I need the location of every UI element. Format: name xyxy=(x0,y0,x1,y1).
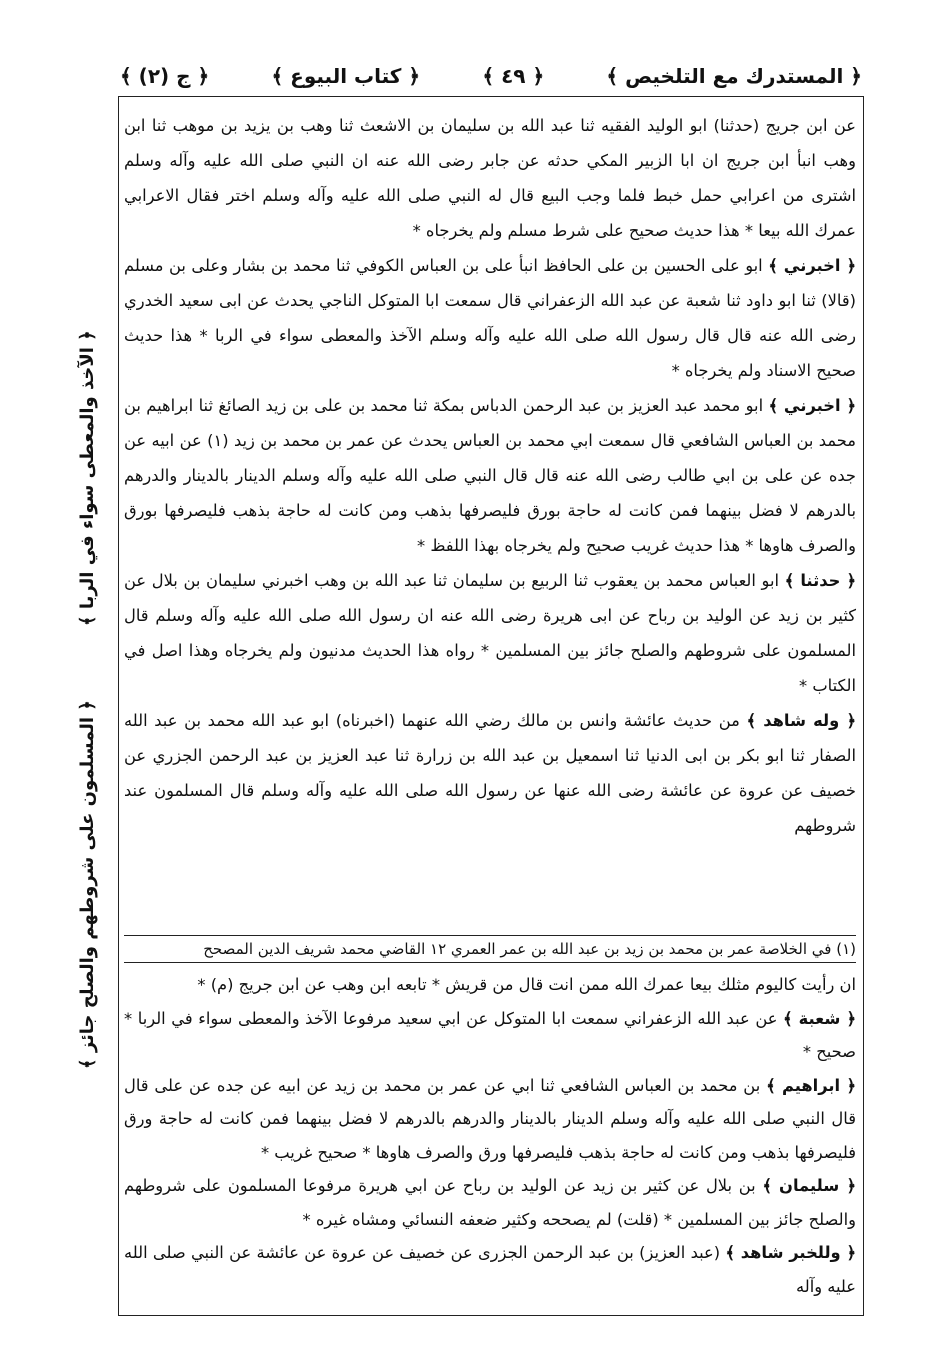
paragraph: عن ابن جريج (حدثنا) ابو الوليد الفقيه ثنا عبد الله بن سليمان بن الاشعث ثنا وهب بن يزيد بن موهب ثنا ابن وهب انبأ ابن جريج ان ابا الزبير المكي حدثه عن جابر رضى الله عنه ان النبي صلى الله عليه وآله وسلم اشترى من اعرابي حمل خبط فلما وجب البيع قال له النبي صلى الله عليه وآله وسلم اختر فقال الاعرابي عمرك الله بيعا * هذا حديث صحيح على شرط مسلم ولم يخرجاه * xyxy=(124,116,856,240)
book-title: ﴿ المستدرك مع التلخيص ﴾ xyxy=(606,64,862,88)
page-header xyxy=(120,58,862,94)
chapter-title: ﴿ كتاب البيوع ﴾ xyxy=(271,64,421,88)
paragraph: ﴿ اخبرني ﴾ ابو محمد عبد العزيز بن عبد الرحمن الدباس بمكة ثنا محمد بن على بن زيد الصائغ ثنا ابراهيم بن محمد بن العباس الشافعي قال سمعت ابي محمد بن العباس يحدث عن عمر بن محمد بن زيد (١) عن ابيه عن جده عن على بن ابي طالب رضى الله عنه قال قال النبي صلى الله عليه وآله وسلم الدينار بالدينار والدرهم بالدرهم لا فضل بينهما فمن كانت له حاجة بورق فليصرفها بذهب ومن كانت له حاجة بذهب فليصرفها بورق والصرف هاوها * هذا حديث غريب صحيح ولم يخرجاه بهذا اللفظ * xyxy=(124,396,857,555)
paragraph: ﴿ اخبرني ﴾ ابو على الحسين بن على الحافظ انبأ على بن العباس الكوفي ثنا محمد بن بشار وعلى بن مسلم (قالا) ثنا ابو داود ثنا شعبة عن عبد الله الزعفراني قال سمعت ابا المتوكل الناجي يحدث عن ابى سعيد الخدري رضى الله عنه قال قال رسول الله صلى الله عليه وآله وسلم الآخذ والمعطى سواء في الربا * هذا حديث صحيح الاسناد ولم يخرجاه * xyxy=(124,256,856,380)
footnote: (١) في الخلاصة عمر بن محمد بن زيد بن عبد الله بن عمر العمري ١٢ القاضي محمد شريف الدين المصحح xyxy=(203,940,856,958)
volume-number: ﴿ ج (٢) ﴾ xyxy=(120,64,210,88)
paragraph: ﴿ وله شاهد ﴾ من حديث عائشة وانس بن مالك رضي الله عنهما (اخبرناه) ابو عبد الله محمد بن عبد الله الصفار ثنا ابو بكر بن ابى الدنيا ثنا اسمعيل بن عبد الله بن زرارة ثنا عبد العزيز بن عبد الرحمن الجزري عن خصيف عن عروة عن عائشة رضى الله عنها عن رسول الله صلى الله عليه وآله وسلم قال المسلمون عند شروطهم xyxy=(124,711,856,835)
margin-note: ﴿ الآخذ والمعطى سواء في الربا ﴾ xyxy=(77,330,98,626)
main-text xyxy=(124,108,856,843)
summary-paragraph: ﴿ شعبة ﴾ عن عبد الله الزعفراني سمعت ابا المتوكل عن ابي سعيد مرفوعا الآخذ والمعطى سواء في الربا * صحيح * xyxy=(124,1008,856,1061)
talkhis-summary xyxy=(124,968,856,1303)
paragraph: ﴿ حدثنا ﴾ ابو العباس محمد بن يعقوب ثنا الربيع بن سليمان ثنا عبد الله بن وهب اخبرني سليمان بن بلال عن كثير بن زيد عن الوليد بن رباح عن ابى هريرة رضى الله عنه ان رسول الله صلى الله عليه وآله وسلم قال المسلمون على شروطهم والصلح جائز بين المسلمين * رواه هذا الحديث مدنيون ولم يخرجاه وهذا اصل في الكتاب * xyxy=(124,571,856,695)
summary-paragraph: ﴿ ابراهيم ﴾ بن محمد بن العباس الشافعي ثنا ابي عن عمر بن محمد بن زيد عن ابيه عن جده عن على قال قال النبي صلى الله عليه وآله وسلم الدينار بالدينار والدرهم بالدرهم لا فضل بينهما فمن كانت له حاجة ورق فليصرفها بذهب ومن كانت له حاجة بذهب فليصرفها ورق والصرف هاوها * صحيح غريب * xyxy=(124,1075,856,1162)
summary-paragraph: ان رأيت كاليوم مثلك بيعا عمرك الله ممن انت قال من قريش * تابعه ابن وهب عن ابن جريج (م) * xyxy=(197,975,856,994)
margin-note: ﴿ المسلمون على شروطهم والصلح جائز ﴾ xyxy=(77,700,98,1069)
page-number: ﴿ ٤٩ ﴾ xyxy=(482,64,545,88)
summary-divider xyxy=(124,962,856,963)
summary-paragraph: ﴿ وللخبر شاهد ﴾ (عبد العزيز) بن عبد الرحمن الجزرى عن خصيف عن عروة عن عائشة عن النبي صلى الله عليه وآله xyxy=(124,1243,856,1296)
summary-paragraph: ﴿ سليمان ﴾ بن بلال عن كثير بن زيد عن الوليد بن رباح عن ابي هريرة مرفوعا المسلمون على شروطهم والصلح جائز بين المسلمين * (قلت) لم يصححه وكثير ضعفه النسائي ومشاه غيره * xyxy=(124,1176,856,1229)
